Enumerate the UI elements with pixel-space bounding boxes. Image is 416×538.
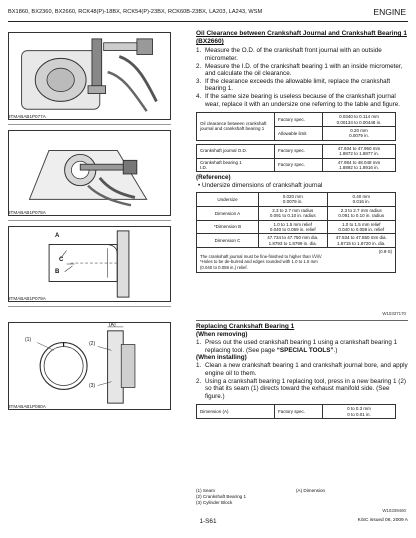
figure-3-caption: 3TMABAB1P079A <box>8 296 46 301</box>
bearing-seam-illustration <box>9 323 170 409</box>
replacing-bearing-section <box>196 323 408 419</box>
figure-2-caption: 3TMABAB1P078A <box>8 210 46 215</box>
table-cell: Allowable limit <box>275 126 323 140</box>
when-installing-heading: (When installing) <box>196 354 247 362</box>
inside-micrometer-illustration <box>9 131 170 215</box>
table-cell: Factory spec. <box>275 405 323 419</box>
undersize-notes <box>196 248 396 272</box>
note-line: (0.040 to 0.059 in.) relief. <box>200 264 248 270</box>
note-line: *Holes to be de-burred and edges rounded with 1.0 to 1.5 mm <box>200 259 318 265</box>
table-cell: 1.0 to 1.5 mm relief 0.040 to 0.059 in. relief <box>259 220 328 234</box>
reference-code: W10337170 <box>382 311 406 316</box>
special-tools-link[interactable]: “SPECIAL TOOLS” <box>276 346 334 354</box>
page-header <box>8 6 408 22</box>
oil-clearance-title: Oil Clearance between Crankshaft Journal and Crankshaft Bearing 1 (BX2660) <box>196 30 407 46</box>
undersize-table <box>196 192 396 248</box>
list-item: 1. Measure the O.D. of the crankshaft front journal with an outside micrometer. <box>196 47 382 62</box>
reference-heading: (Reference) <box>196 174 231 182</box>
list-item: 3. If the clearance exceeds the allowable limit, replace the crankshaft bearing 1. <box>196 77 391 93</box>
table-cell: Dimension C <box>197 234 259 248</box>
table-cell: 0.0340 to 0.114 mm 0.00134 to 0.00448 in. <box>323 113 396 127</box>
journal-section-illustration <box>9 227 170 301</box>
label-dimension-a: (A) <box>109 322 116 328</box>
figure-separator <box>8 220 171 221</box>
figure-legend-right <box>296 488 325 494</box>
dimension-a-table <box>196 404 396 419</box>
replacing-title: Replacing Crankshaft Bearing 1 <box>196 323 295 330</box>
label-a: A <box>55 233 60 239</box>
section-title: ENGINE <box>373 7 406 17</box>
table-cell: 2.3 to 2.7 mm radius 0.091 to 0.10 in. radius <box>259 206 328 220</box>
legend-item: (1) Seam <box>196 488 215 493</box>
oil-clearance-steps <box>196 47 408 108</box>
table-cell: Factory spec. <box>275 113 323 127</box>
table-cell: Factory spec. <box>275 158 323 172</box>
model-list: BX1860, BX2360, BX2660, RCK48(P)-18BX, RCK54(P)-23BX, RCK60B-23BX, LA203, LA243, WSM <box>8 9 263 15</box>
table-cell: Factory spec. <box>275 144 323 158</box>
table-cell: Oil clearance between crankshaft journal and crankshaft bearing 1 <box>197 113 275 141</box>
micrometer-illustration <box>9 33 170 119</box>
table-cell: 0.020 mm 0.0079 in. <box>259 193 328 207</box>
when-removing-heading: (When removing) <box>196 331 248 339</box>
figure-3 <box>8 226 171 302</box>
table-cell: 47.984 to 48.048 mm 1.8892 to 1.8916 in. <box>323 158 396 172</box>
page-number: 1-S61 <box>199 518 217 525</box>
figure-1-caption: 3TMABAB1P077A <box>8 114 46 119</box>
table-cell: Crankshaft journal O.D. <box>197 144 275 158</box>
oil-clearance-section <box>196 30 408 273</box>
table-cell: Dimension A <box>197 206 259 220</box>
legend-item: (2) Crankshaft Bearing 1 <box>196 494 247 499</box>
undersize-bullet: • Undersize dimensions of crankshaft journal <box>198 182 323 190</box>
journal-bearing-table <box>196 144 396 173</box>
issue-info: KiSC issued 06, 2009 A <box>357 518 408 523</box>
installing-steps <box>196 362 408 400</box>
figure-4-caption: 3TMABAB1P080A <box>8 404 46 409</box>
list-item: 4. If the same size bearing is useless because of the crankshaft journal wear, replace it with an undersize one referring to the table and figure. <box>196 92 400 108</box>
table-cell: Undersize <box>197 193 259 207</box>
label-1: (1) <box>25 337 32 343</box>
figure-4 <box>8 322 171 410</box>
table-cell: *Dimension B <box>197 220 259 234</box>
figure-legend <box>196 488 246 506</box>
list-item: 1. Clean a new crankshaft bearing 1 and crankshaft journal bore, and apply engine oil to them. <box>196 362 408 377</box>
table-cell: 2.3 to 2.7 mm radius 0.091 to 0.10 in. radius <box>327 206 396 220</box>
surface-finish: (0.8-S) <box>378 249 392 255</box>
removing-steps <box>196 339 408 354</box>
table-cell: 0 to 0.3 mm 0 to 0.01 in. <box>323 405 396 419</box>
figure-separator <box>8 306 171 307</box>
label-c: C <box>59 257 64 263</box>
list-item: 2. Using a crankshaft bearing 1 replacing tool, press in a new bearing 1 (2) so that its seam (1) directs toward the exhaust manifold side. (See figure.) <box>196 377 406 400</box>
legend-item: (3) Cylinder Block <box>196 500 233 505</box>
table-cell: 47.734 to 47.750 mm dia. 1.8793 to 1.8799 in. dia. <box>259 234 328 248</box>
figure-separator <box>8 124 171 125</box>
legend-item: (A) Dimension <box>296 488 326 493</box>
label-2: (2) <box>89 341 96 347</box>
table-cell: 47.934 to 47.950 mm 1.8872 to 1.8877 in. <box>323 144 396 158</box>
oil-clearance-table <box>196 112 396 141</box>
reference-code: W10339460 <box>382 508 406 513</box>
section-separator <box>196 320 408 321</box>
table-cell: 0.40 mm 0.016 in. <box>327 193 396 207</box>
label-b: B <box>55 269 60 275</box>
list-item: 1. Press out the used crankshaft bearing 1 using a crankshaft bearing 1 replacing tool. (See page “SPECIAL TOOLS”.) <box>196 339 398 354</box>
figure-1 <box>8 32 171 120</box>
table-cell: 1.0 to 1.5 mm relief 0.040 to 0.059 in. relief <box>327 220 396 234</box>
list-item: 2. Measure the I.D. of the crankshaft bearing 1 with an inside micrometer, and calculate the oil clearance. <box>196 62 403 78</box>
figure-2 <box>8 130 171 216</box>
table-cell: Crankshaft bearing 1 I.D. <box>197 158 275 172</box>
table-cell: 47.534 to 47.550 mm dia. 1.8715 to 1.8720 in. dia. <box>327 234 396 248</box>
label-3: (3) <box>89 383 96 389</box>
note-line: The crankshaft journal must be fine-finished to higher than \/\/\/\/ <box>200 254 322 260</box>
table-cell: Dimension (A) <box>197 405 275 419</box>
table-cell: 0.20 mm 0.0079 in. <box>323 126 396 140</box>
